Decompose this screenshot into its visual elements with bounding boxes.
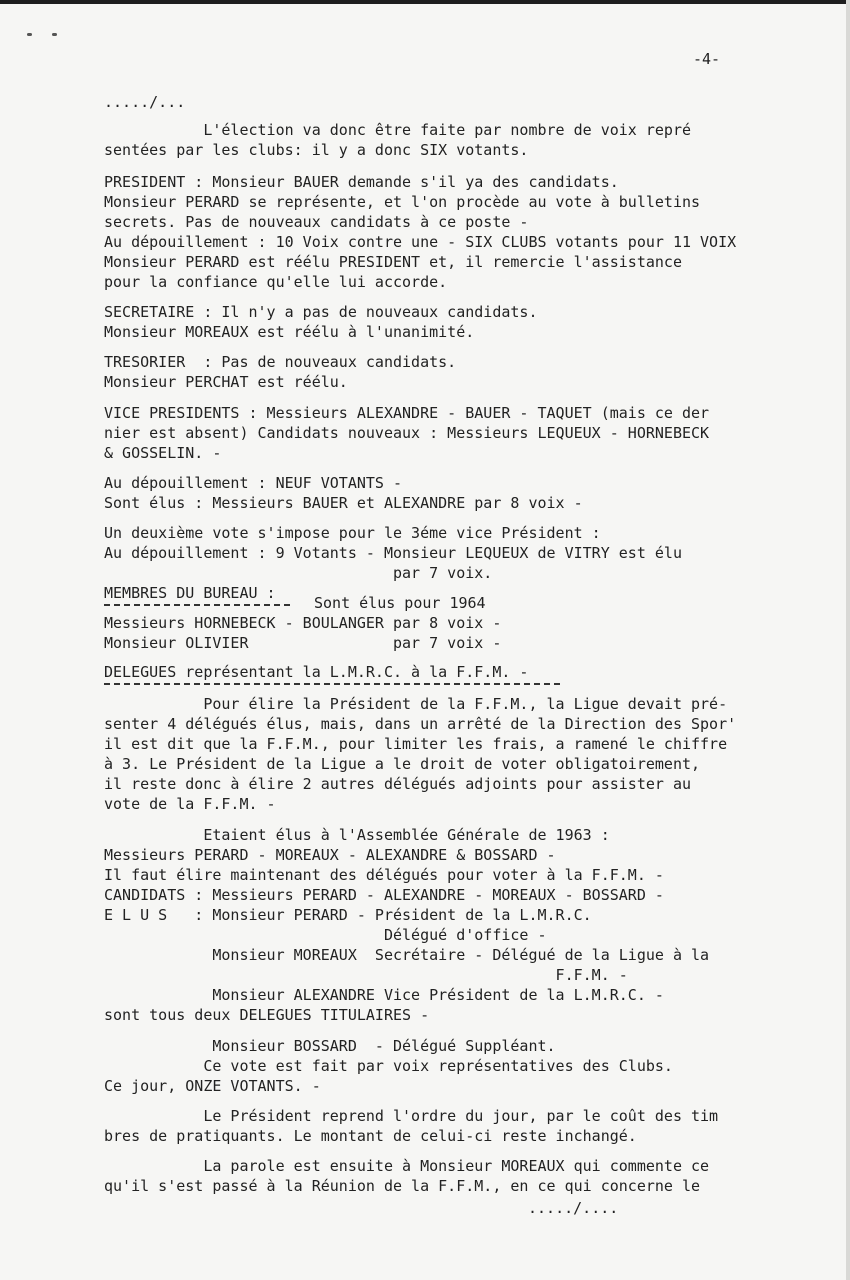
text-line: pour la confiance qu'elle lui accorde. <box>104 273 448 291</box>
text-line: & GOSSELIN. - <box>104 444 222 462</box>
text-line: Il faut élire maintenant des délégués pour voter à la F.F.M. - <box>104 866 664 884</box>
text-line: Sont élus : Messieurs BAUER et ALEXANDRE par 8 voix - <box>104 494 583 512</box>
text-line: Ce vote est fait par voix représentatives des Clubs. <box>104 1057 673 1075</box>
heading-underline <box>104 683 560 685</box>
page-number: -4- <box>693 50 721 68</box>
text-line: sont tous deux DELEGUES TITULAIRES - <box>104 1006 430 1024</box>
text-line: E L U S : Monsieur PERARD - Président de la L.M.R.C. <box>104 906 592 924</box>
text-line: L'élection va donc être faite par nombre de voix repré <box>104 121 691 139</box>
ink-speck <box>52 33 57 36</box>
text-line: qu'il s'est passé à la Réunion de la F.F.M., en ce qui concerne le <box>104 1177 701 1195</box>
page-edge <box>846 0 850 1280</box>
text-line: Monsieur OLIVIER par 7 voix - <box>104 634 502 652</box>
text-line: par 7 voix. <box>104 564 493 582</box>
text-line: Au dépouillement : NEUF VOTANTS - <box>104 474 403 492</box>
section-heading-membres: MEMBRES DU BUREAU : <box>104 584 276 602</box>
text-line: Au dépouillement : 9 Votants - Monsieur LEQUEUX de VITRY est élu <box>104 544 682 562</box>
text-line: Monsieur PERARD se représente, et l'on procède au vote à bulletins <box>104 193 701 211</box>
text-line: il reste donc à élire 2 autres délégués adjoints pour assister au <box>104 775 691 793</box>
text-line: Messieurs HORNEBECK - BOULANGER par 8 voix - <box>104 614 502 632</box>
text-line: Monsieur ALEXANDRE Vice Président de la L.M.R.C. - <box>104 986 664 1004</box>
text-line: secrets. Pas de nouveaux candidats à ce poste - <box>104 213 529 231</box>
heading-underline <box>104 604 290 606</box>
text-line: Un deuxième vote s'impose pour le 3éme vice Président : <box>104 524 601 542</box>
text-line: bres de pratiquants. Le montant de celui-ci reste inchangé. <box>104 1127 637 1145</box>
text-line: VICE PRESIDENTS : Messieurs ALEXANDRE - BAUER - TAQUET (mais ce der <box>104 404 710 422</box>
text-line: Monsieur MOREAUX Secrétaire - Délégué de la Ligue à la <box>104 946 710 964</box>
text-line: Monsieur PERCHAT est réélu. <box>104 373 348 391</box>
continuation-marker-top: ...../... <box>104 93 186 111</box>
text-line: Monsieur PERARD est réélu PRESIDENT et, il remercie l'assistance <box>104 253 682 271</box>
top-border <box>0 0 850 4</box>
text-line: PRESIDENT : Monsieur BAUER demande s'il ya des candidats. <box>104 173 619 191</box>
text-line: F.F.M. - <box>104 966 628 984</box>
text-line: sentées par les clubs: il y a donc SIX votants. <box>104 141 529 159</box>
text-line: Monsieur MOREAUX est réélu à l'unanimité. <box>104 323 475 341</box>
text-line: à 3. Le Président de la Ligue a le droit de voter obligatoirement, <box>104 755 701 773</box>
text-line: vote de la F.F.M. - <box>104 795 276 813</box>
text-line: La parole est ensuite à Monsieur MOREAUX qui commente ce <box>104 1157 710 1175</box>
text-line: senter 4 délégués élus, mais, dans un arrêté de la Direction des Spor' <box>104 715 737 733</box>
text-line: Ce jour, ONZE VOTANTS. - <box>104 1077 321 1095</box>
text-line: nier est absent) Candidats nouveaux : Messieurs LEQUEUX - HORNEBECK <box>104 424 710 442</box>
text-line: TRESORIER : Pas de nouveaux candidats. <box>104 353 457 371</box>
section-heading-delegues: DELEGUES représentant la L.M.R.C. à la F.F.M. - <box>104 663 529 681</box>
text-line: Pour élire la Président de la F.F.M., la Ligue devait pré- <box>104 695 728 713</box>
text-line: Messieurs PERARD - MOREAUX - ALEXANDRE & BOSSARD - <box>104 846 556 864</box>
text-line: il est dit que la F.F.M., pour limiter les frais, a ramené le chiffre <box>104 735 728 753</box>
text-line: Etaient élus à l'Assemblée Générale de 1963 : <box>104 826 610 844</box>
ink-speck <box>27 33 32 36</box>
text-line: Au dépouillement : 10 Voix contre une - SIX CLUBS votants pour 11 VOIX <box>104 233 737 251</box>
continuation-marker-bottom: ...../.... <box>528 1199 619 1217</box>
text-line: Sont élus pour 1964 <box>314 594 486 612</box>
text-line: Délégué d'office - <box>104 926 547 944</box>
text-line: Le Président reprend l'ordre du jour, par le coût des tim <box>104 1107 719 1125</box>
text-line: SECRETAIRE : Il n'y a pas de nouveaux candidats. <box>104 303 538 321</box>
text-line: CANDIDATS : Messieurs PERARD - ALEXANDRE - MOREAUX - BOSSARD - <box>104 886 664 904</box>
text-line: Monsieur BOSSARD - Délégué Suppléant. <box>104 1037 556 1055</box>
